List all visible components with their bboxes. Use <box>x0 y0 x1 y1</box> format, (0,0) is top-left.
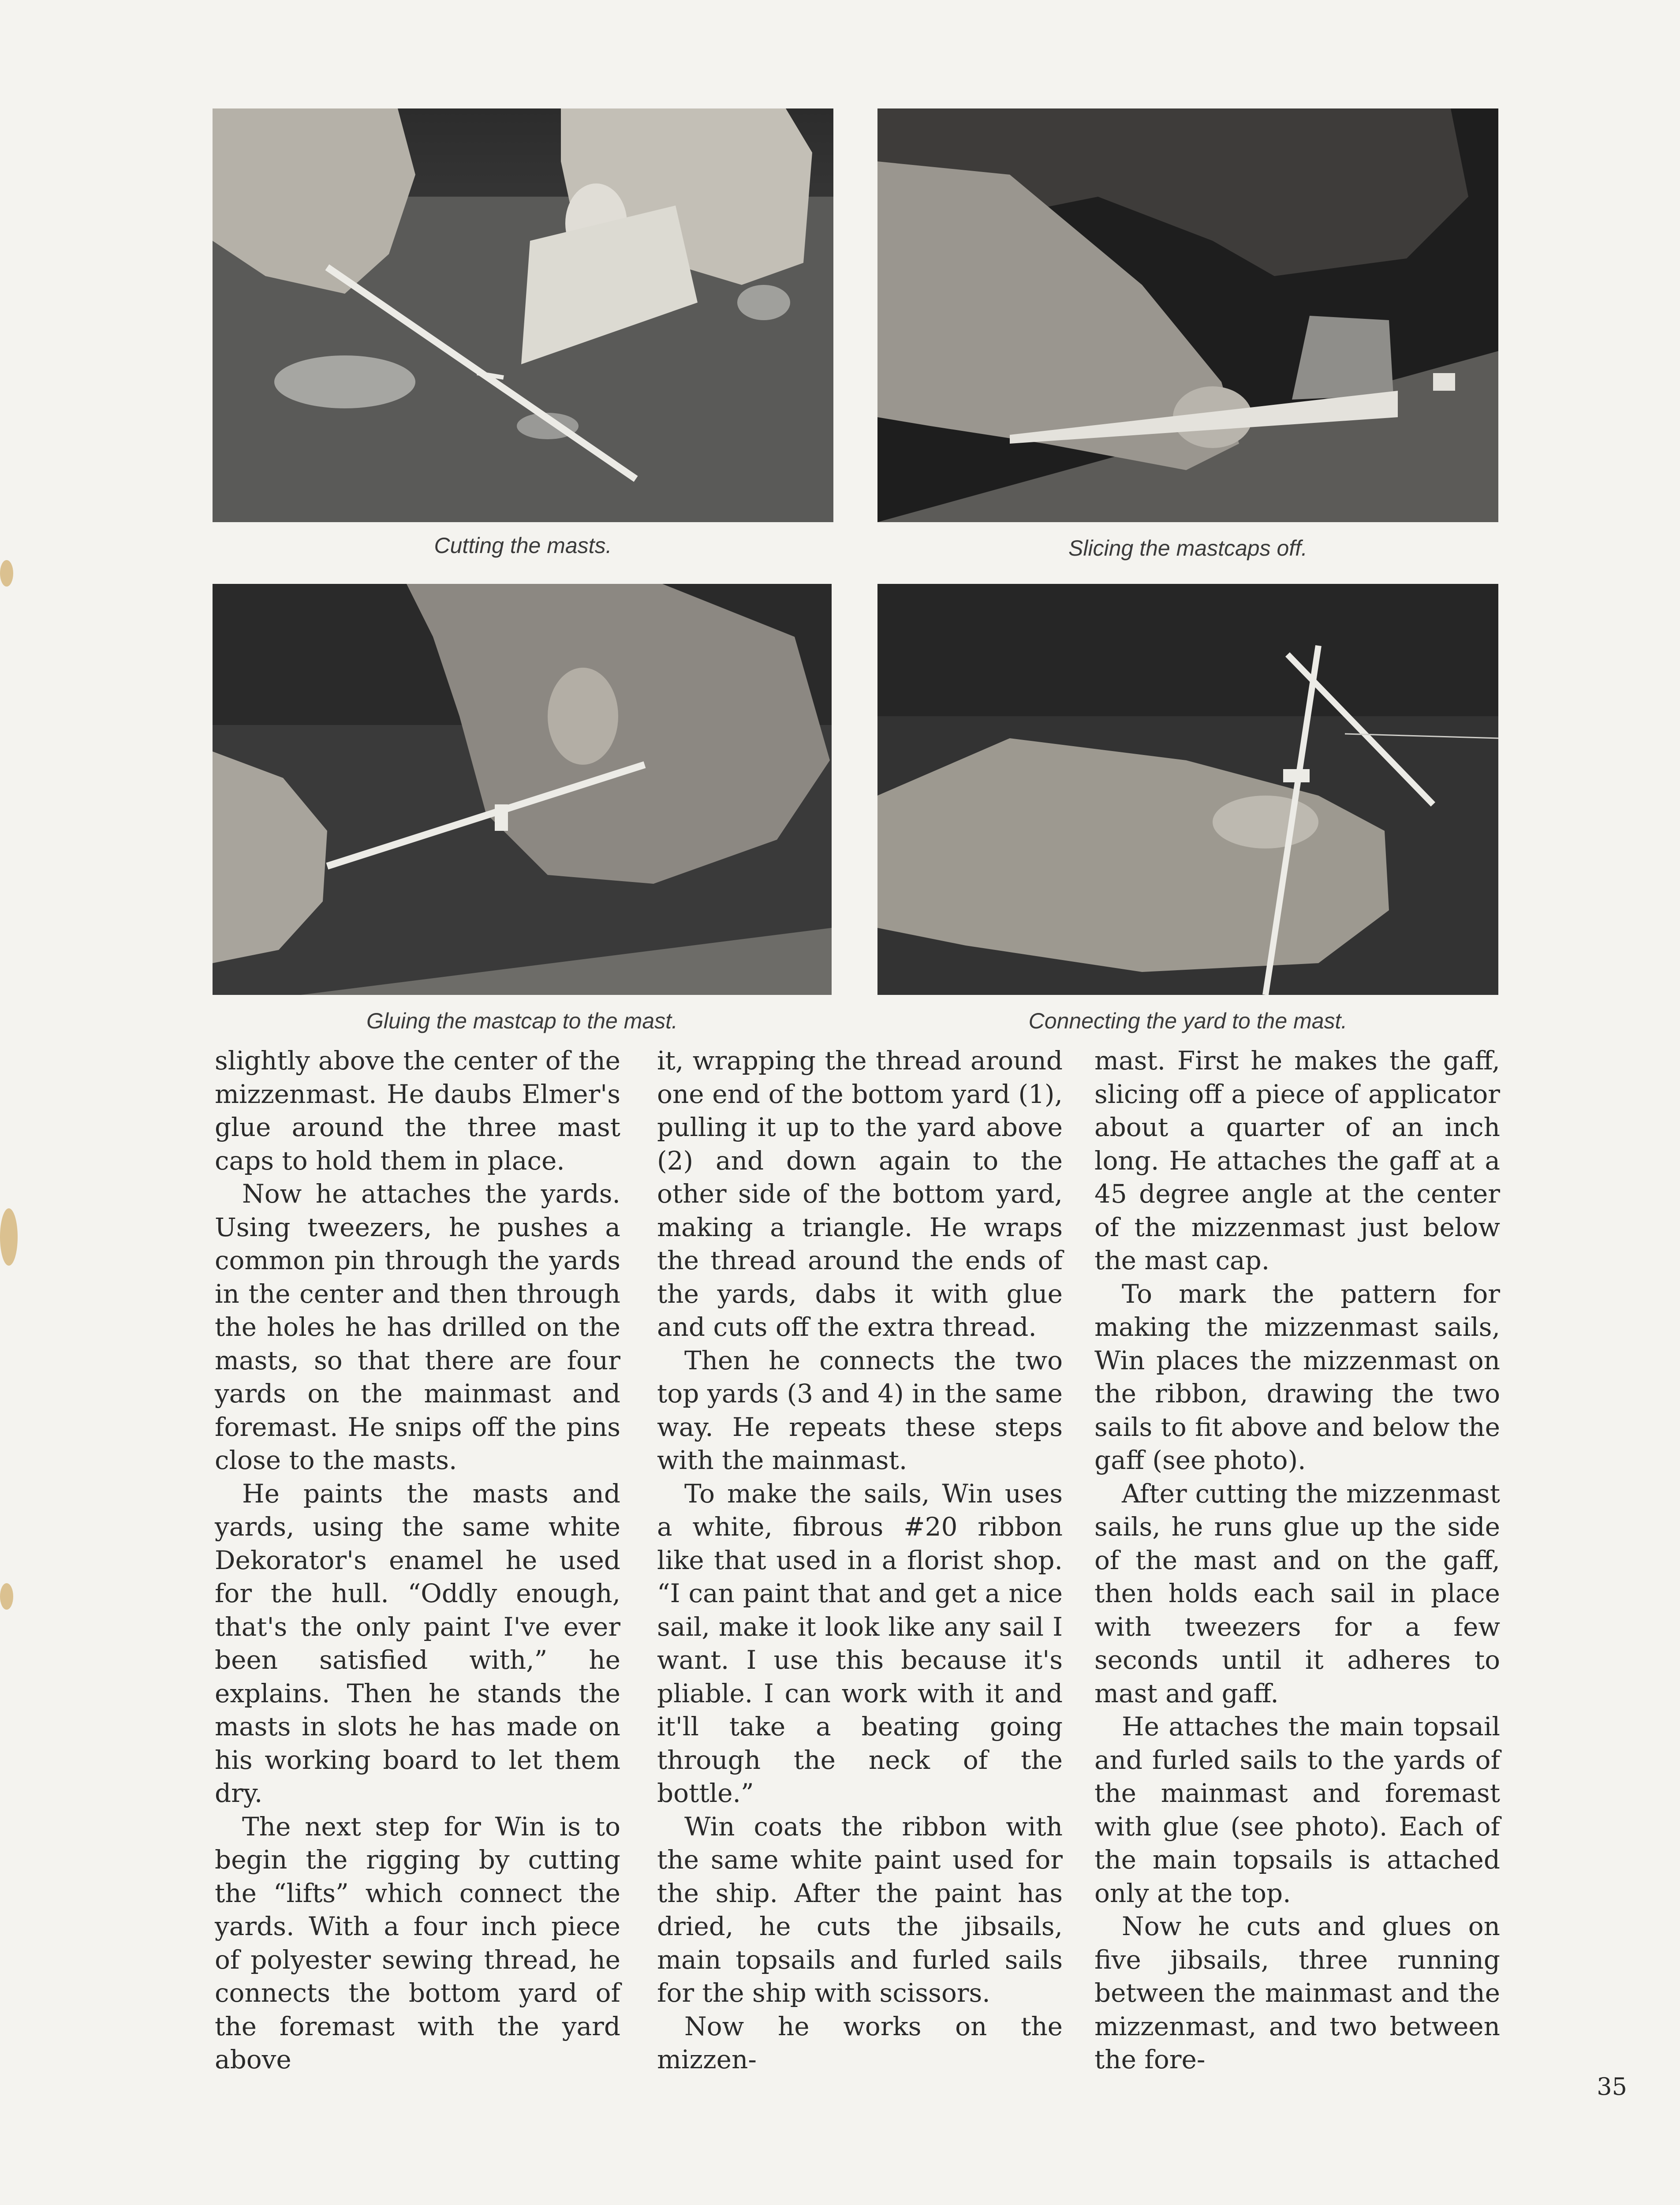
paragraph: After cutting the mizzenmast sails, he runs glue up the side of the mast and on the gaff, then holds each sail in place with tweezers for a few seconds until it adheres to mast and gaff. <box>1094 1478 1500 1708</box>
caption-slicing: Slicing the mastcaps off. <box>1068 536 1307 561</box>
page-stain <box>0 1583 13 1610</box>
paragraph: mast. First he makes the gaff, slicing off a piece of applicator about a quarter of an inch long. He attaches the gaff at a 45 degree angle at the center of the mizzenmast just below the mast cap. <box>1094 1046 1500 1275</box>
paragraph: it, wrapping the thread around one end of the bottom yard (1), pulling it up to the yard above (2) and down again to the other side of the bottom yard, making a triangle. He wraps the thread around the ends of the yards, dabs it with glue and cuts off the extra thread. <box>657 1046 1063 1342</box>
paragraph: Now he cuts and glues on five jibsails, three running between the mainmast and the mizzenmast, and two between the fore- <box>1094 1911 1500 2074</box>
paragraph: To make the sails, Win uses a white, fibrous #20 ribbon like that used in a florist shop. “I can paint that and get a nice sail, make it look like any sail I want. I use this because it's pliable. I can work with it and it'll take a beating going through the neck of the bottle.” <box>657 1478 1063 1808</box>
caption-cutting: Cutting the masts. <box>434 533 612 558</box>
paragraph: slightly above the center of the mizzenmast. He daubs Elmer's glue around the three mast caps to hold them in place. <box>215 1046 620 1176</box>
page-stain <box>0 560 13 587</box>
photo-gluing-mastcap <box>213 584 832 995</box>
photo-connecting-yard <box>877 584 1498 995</box>
caption-connecting: Connecting the yard to the mast. <box>1028 1009 1348 1033</box>
paragraph: Then he connects the two top yards (3 and 4) in the same way. He repeats these steps with the mainmast. <box>657 1345 1063 1475</box>
page-number: 35 <box>1597 2073 1627 2100</box>
paragraph: Now he works on the mizzen- <box>657 2011 1063 2074</box>
photo-cutting-masts <box>213 108 833 522</box>
photo-slicing-mastcaps <box>877 108 1498 522</box>
paragraph: He paints the masts and yards, using the same white Dekorator's enamel he used for the hull. “Oddly enough, that's the only paint I've ever been satisfied with,” he explains. Then he stands the masts in slots he has made on his working board to let them dry. <box>215 1478 620 1808</box>
text-column-2 <box>657 1044 1063 2077</box>
text-column-1 <box>215 1044 620 2077</box>
paragraph: He attaches the main topsail and furled sails to the yards of the mainmast and foremast with glue (see photo). Each of the main topsails is attached only at the top. <box>1094 1712 1500 1908</box>
paragraph: Win coats the ribbon with the same white paint used for the ship. After the paint has dried, he cuts the jibsails, main topsails and furled sails for the ship with scissors. <box>657 1811 1063 2008</box>
page-stain <box>0 1208 18 1266</box>
paragraph: The next step for Win is to begin the rigging by cutting the “lifts” which connect the yards. With a four inch piece of polyester sewing thread, he connects the bottom yard of the foremast with the yard above <box>215 1811 620 2074</box>
paragraph: Now he attaches the yards. Using tweezers, he pushes a common pin through the yards in the center and then through the holes he has drilled on the masts, so that there are four yards on the mainmast and foremast. He snips off the pins close to the masts. <box>215 1179 620 1475</box>
text-column-3 <box>1094 1044 1500 2077</box>
caption-gluing: Gluing the mastcap to the mast. <box>366 1009 678 1033</box>
paragraph: To mark the pattern for making the mizzenmast sails, Win places the mizzenmast on the ribbon, drawing the two sails to fit above and below the gaff (see photo). <box>1094 1278 1500 1475</box>
